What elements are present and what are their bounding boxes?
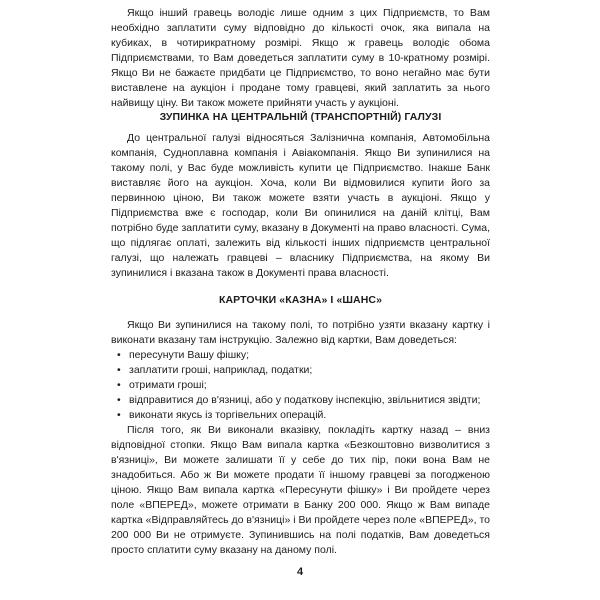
section-heading-transport: ЗУПИНКА НА ЦЕНТРАЛЬНІЙ (ТРАНСПОРТНІЙ) ГАЛУЗІ bbox=[159, 111, 442, 123]
cards-action-list bbox=[111, 348, 490, 423]
page-number: 4 bbox=[296, 566, 304, 578]
list-item: • заплатити гроші, наприклад, податки; bbox=[117, 364, 313, 376]
intro-paragraph-block bbox=[111, 6, 490, 111]
list-item: • пересунути Вашу фішку; bbox=[117, 349, 250, 361]
list-item: • отримати гроші; bbox=[117, 379, 207, 391]
intro-paragraph: Якщо інший гравець володіє лише одним з цих Підприємств, то Вам необхідно заплатити суму відповідно до кількості очок, яка випала на кубиках, в чотирикратному розмірі. Якщо ж гравець володіє обома Підприємствами, то Вам доведеться заплатити суму в 10-кратному розмірі. Якщо Ви не бажаєте придбати це Підприємство, то воно негайно має бути виставлене на аукціон і продане тому гравцеві, який заплатить за нього найвищу ціну. Ви також можете прийняти участь у аукціоні. bbox=[111, 7, 490, 109]
bullet-icon: • bbox=[117, 394, 121, 406]
transport-paragraph-block bbox=[111, 131, 490, 281]
cards-outro-paragraph: Після того, як Ви виконали вказівку, покладіть картку назад – вниз відповідної стопки. Якщо Вам випала картка «Безкоштовно визволитися з в'язниці», Ви можете залишати її у себе до тих пір, поки вона Вам не знадобиться. Або ж Ви можете продати її іншому гравцеві за погодженою ціною. Якщо Вам випала картка «Пересунути фішку» і Ви пройдете через поле «ВПЕРЕД», можете отримати в Банку 200 000. Якщо ж Вам випаде картка «Відправляйтесь до в'язниці» і Ви пройдете через поле «ВПЕРЕД», то 200 000 Ви не отримуєте. Зупинившись на полі податків, Вам доведеться просто сплатити суму вказану на даному полі. bbox=[111, 424, 490, 556]
cards-intro-paragraph: Якщо Ви зупинилися на такому полі, то потрібно узяти вказану картку і виконати вказану там інструкцію. Залежно від картки, Вам доведеться: bbox=[111, 319, 490, 346]
cards-section-block bbox=[111, 318, 490, 558]
list-item: • виконати якусь із торгівельних операцій. bbox=[117, 409, 327, 421]
bullet-icon: • bbox=[117, 409, 121, 421]
bullet-icon: • bbox=[117, 364, 121, 376]
transport-paragraph: До центральної галузі відносяться Залізнична компанія, Автомобільна компанія, Судноплавна компанія і Авіакомпанія. Якщо Ви зупинилися на такому полі, у Вас буде можливість купити це Підприємство. Інакше Банк виставляє його на аукціон. Хоча, коли Ви відмовилися купити його за первинною ціною, Ви також можете взяти участь в аукціоні. Якщо у Підприємства вже є господар, коли Ви опинилися на даній клітці, Вам потрібно буде заплатити суму, вказану в Документі на право власності. Сума, що підлягає оплаті, залежить від кількості інших підприємств центральної галузі, що належать гравцеві – власнику Підприємства, на якому Ви зупинилися і вказана також в Документі права власності. bbox=[111, 132, 490, 279]
list-item: • відправитися до в'язниці, або у податкову інспекцію, звільнитися звідти; bbox=[117, 394, 481, 406]
bullet-icon: • bbox=[117, 379, 121, 391]
bullet-icon: • bbox=[117, 349, 121, 361]
section-heading-cards: КАРТОЧКИ «КАЗНА» І «ШАНС» bbox=[218, 294, 383, 306]
